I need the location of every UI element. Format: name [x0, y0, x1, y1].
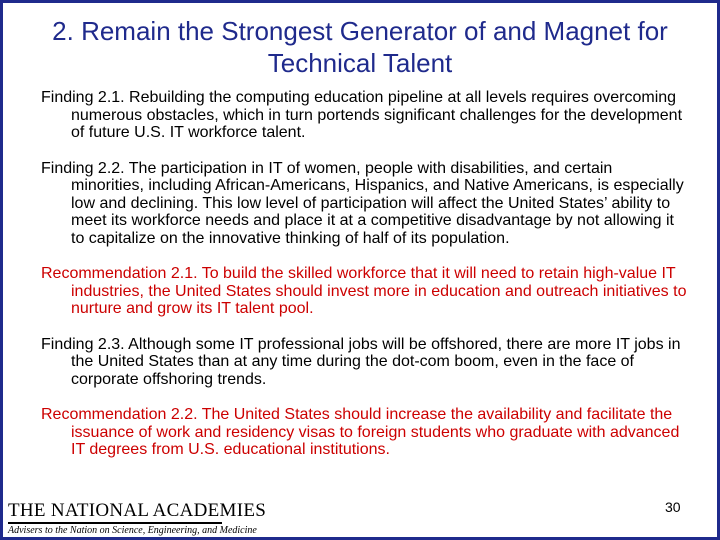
page-number: 30	[665, 499, 681, 515]
finding-2-1: Finding 2.1. Rebuilding the computing education pipeline at all levels requires overcoming numerous obstacles, which in turn portends significant challenges for the development of future U.S. IT workforce talent.	[41, 89, 683, 141]
slide-body	[41, 89, 689, 477]
national-academies-logo	[8, 500, 267, 536]
finding-2-3: Finding 2.3. Although some IT professional jobs will be offshored, there are more IT jobs in the United States than at any time during the dot-com boom, even in the face of corporate offshoring trends.	[41, 335, 681, 388]
finding-2-2: Finding 2.2. The participation in IT of women, people with disabilities, and certain minorities, including African-Americans, Hispanics, and Native Americans, is especially low and declining. This low level of participation will affect the United States’ ability to meet its workforce needs and place it at a competitive disadvantage by not allowing it to capitalize on the innovative thinking of half of its population.	[41, 159, 684, 247]
slide-title: 2. Remain the Strongest Generator of and Magnet for Technical Talent	[52, 16, 668, 78]
logo-tagline: Advisers to the Nation on Science, Engineering, and Medicine	[8, 525, 257, 536]
logo-name: THE NATIONAL ACADEMIES	[8, 500, 267, 521]
logo-divider	[8, 522, 222, 524]
recommendation-2-1: Recommendation 2.1. To build the skilled workforce that it will need to retain high-value IT industries, the United States should invest more in education and outreach initiatives to nurture and grow its IT talent pool.	[41, 265, 687, 317]
recommendation-2-2: Recommendation 2.2. The United States should increase the availability and facilitate the issuance of work and residency visas to foreign students who graduate with advanced IT degrees from U.S. educational institutions.	[41, 406, 680, 458]
